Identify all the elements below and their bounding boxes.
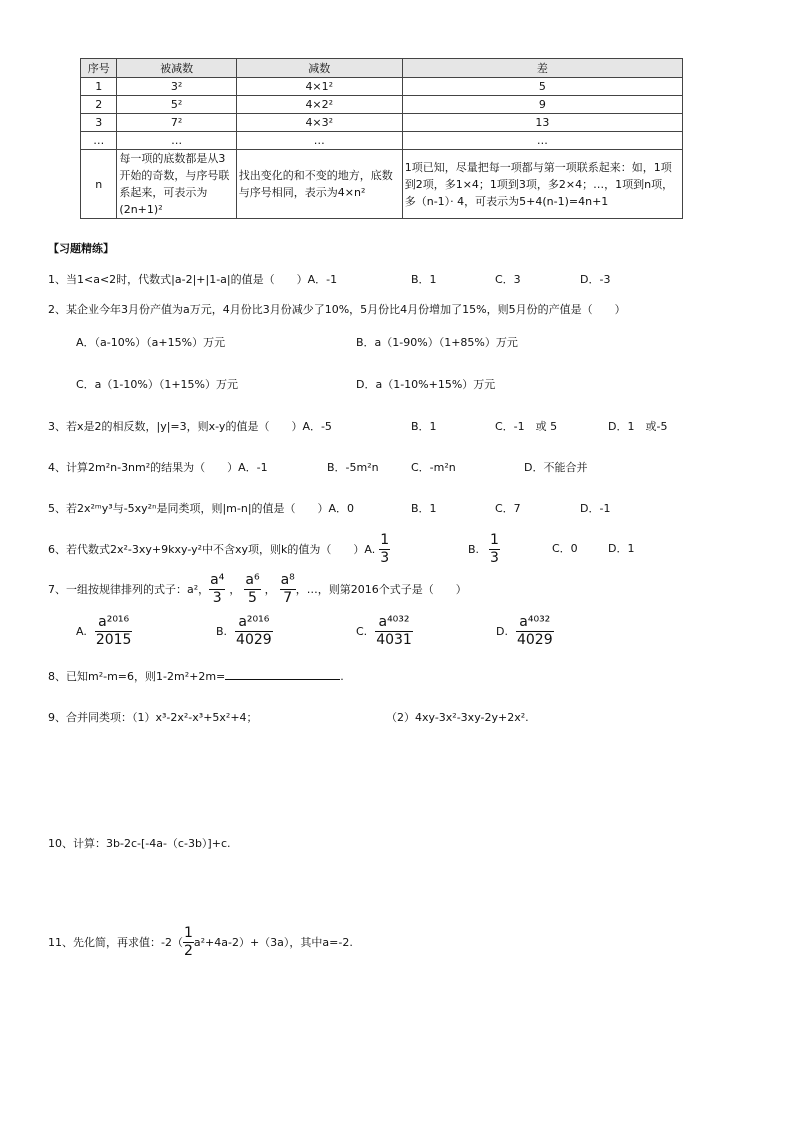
question-7-lead: 7、一组按规律排列的式子：a²，: [48, 583, 210, 596]
question-6-option-a-fraction: [379, 533, 390, 565]
question-6-option-d: D．1: [608, 542, 635, 555]
fraction-numerator: 1: [183, 924, 193, 941]
fraction-denominator: 4031: [376, 631, 412, 648]
fraction-denominator: 2015: [95, 631, 132, 648]
table-row: [81, 132, 683, 150]
table-row: [81, 96, 683, 114]
question-3-option-b: B．1: [411, 420, 437, 433]
question-2-option-b: B．a（1-90%）（1+85%）万元: [356, 336, 518, 349]
cell-subtrahend: 4×3²: [236, 114, 402, 132]
term-fraction: [280, 573, 296, 605]
cell-index: 2: [81, 96, 117, 114]
question-9-part-1: 9、合并同类项：（1）x³-2x²-x³+5x²+4；: [48, 711, 258, 724]
fraction-numerator: a²⁰¹⁶: [98, 613, 130, 630]
option-fraction: [95, 615, 133, 647]
question-6-option-b-fraction: [489, 533, 500, 565]
question-6-option-b: [468, 532, 500, 566]
separator: ，: [229, 583, 241, 596]
fraction-numerator: 1: [380, 531, 390, 548]
half-fraction: [183, 926, 194, 958]
section-title: 【习题精练】: [48, 242, 114, 255]
cell-minuend: 7²: [117, 114, 236, 132]
fraction-denominator: 4029: [516, 631, 553, 648]
header-subtrahend: 减数: [236, 59, 402, 78]
question-4-stem: 4、计算2m²n-3nm²的结果为（ ）A．-1: [48, 461, 268, 474]
header-minuend: 被减数: [117, 59, 236, 78]
question-11-lead: 11、先化简，再求值：-2（: [48, 936, 183, 949]
cell-minuend: 5²: [117, 96, 236, 114]
header-index: 序号: [81, 59, 117, 78]
table-row: [81, 114, 683, 132]
separator: ，: [264, 583, 276, 596]
cell-subtrahend-desc: 找出变化的和不变的地方，底数与序号相同，表示为4×n²: [236, 150, 402, 219]
cell-index: n: [81, 150, 117, 219]
fraction-numerator: a⁴⁰³²: [378, 613, 410, 630]
question-6: [48, 532, 390, 566]
cell-subtrahend: 4×1²: [236, 78, 402, 96]
question-7-tail: ，…，则第2016个式子是（ ）: [295, 583, 467, 596]
question-7-option-d: [496, 610, 554, 652]
fraction-numerator: a⁶: [245, 571, 260, 588]
question-2-option-c: C．a（1-10%）（1+15%）万元: [76, 378, 239, 391]
question-1-option-c: C．3: [495, 273, 521, 286]
fraction-numerator: a²⁰¹⁶: [238, 613, 270, 630]
cell-index: 1: [81, 78, 117, 96]
question-11-rest: a²+4a-2）+（3a），其中a=-2.: [193, 936, 353, 949]
fraction-denominator: 7: [283, 589, 293, 606]
cell-index: 3: [81, 114, 117, 132]
question-5-option-c: C．7: [495, 502, 521, 515]
fraction-numerator: a⁴⁰³²: [519, 613, 551, 630]
fraction-denominator: 2: [183, 942, 193, 959]
option-label: A.: [76, 624, 87, 638]
question-2-stem: 2、某企业今年3月份产值为a万元，4月份比3月份减少了10%，5月份比4月份增加了15%，则5月份的产值是（ ）: [48, 303, 626, 316]
question-4-option-b: B．-5m²n: [327, 461, 379, 474]
option-label: D.: [496, 624, 508, 638]
pattern-table: [80, 58, 683, 219]
question-5-stem: 5、若2x²ᵐy³与-5xy²ⁿ是同类项，则|m-n|的值是（ ）A．0: [48, 502, 355, 515]
fraction-denominator: 3: [380, 549, 390, 566]
question-7-stem: [48, 568, 467, 610]
cell-difference: 9: [402, 96, 682, 114]
question-3-option-c: C．-1 或 5: [495, 420, 558, 433]
answer-blank[interactable]: [225, 669, 340, 680]
cell-difference: 5: [402, 78, 682, 96]
fraction-denominator: 5: [248, 589, 257, 606]
term-fraction: [209, 573, 225, 605]
fraction-denominator: 3: [212, 589, 222, 606]
cell-difference: …: [402, 132, 682, 150]
question-3-stem: 3、若x是2的相反数，|y|=3，则x-y的值是（ ）A．-5: [48, 420, 332, 433]
table-header-row: [81, 59, 683, 78]
cell-difference-desc: 1项已知，尽量把每一项都与第一项联系起来：如，1项到2项，多1×4；1项到3项，多2×4；…，1项到n项，多（n-1）· 4，可表示为5+4(n-1)=4n+1: [402, 150, 682, 219]
fraction-numerator: a⁴: [210, 571, 225, 588]
fraction-denominator: 4029: [236, 631, 272, 648]
question-7-option-b: [216, 610, 273, 652]
option-label: B.: [216, 624, 228, 638]
option-fraction: [516, 615, 554, 647]
question-8: [48, 668, 344, 684]
question-5-option-b: B．1: [411, 502, 437, 515]
question-4-option-d: D．不能合并: [524, 461, 588, 474]
term-fraction: [244, 573, 260, 605]
fraction-numerator: a⁸: [280, 571, 295, 588]
question-5-option-d: D．-1: [580, 502, 611, 515]
cell-index: …: [81, 132, 117, 150]
cell-subtrahend: 4×2²: [236, 96, 402, 114]
question-1-option-d: D．-3: [580, 273, 611, 286]
question-8-end: .: [340, 670, 344, 683]
option-label: B.: [468, 542, 480, 556]
question-7-option-c: [356, 610, 413, 652]
question-3-option-d: D．1 或-5: [608, 420, 668, 433]
cell-minuend: …: [117, 132, 236, 150]
question-4-option-c: C．-m²n: [411, 461, 456, 474]
question-7-option-a: [76, 610, 132, 652]
question-2-option-a: A．（a-10%）（a+15%）万元: [76, 336, 226, 349]
question-11: [48, 924, 353, 960]
cell-minuend-desc: 每一项的底数都是从3开始的奇数，与序号联系起来，可表示为 (2n+1)²: [117, 150, 236, 219]
option-label: C.: [356, 624, 368, 638]
question-1-stem: 1、当1<a<2时，代数式|a-2|+|1-a|的值是（ ）A．-1: [48, 273, 338, 286]
question-9-part-2: （2）4xy-3x²-3xy-2y+2x².: [386, 711, 529, 724]
cell-minuend: 3²: [117, 78, 236, 96]
header-difference: 差: [402, 59, 682, 78]
table-row-n: [81, 150, 683, 219]
question-10-stem: 10、计算：3b-2c-[-4a-（c-3b）]+c.: [48, 837, 231, 850]
cell-subtrahend: …: [236, 132, 402, 150]
question-6-stem: 6、若代数式2x²-3xy+9kxy-y²中不含xy项，则k的值为（ ）A.: [48, 543, 376, 556]
option-fraction: [375, 615, 413, 647]
fraction-denominator: 3: [490, 549, 499, 566]
question-1-option-b: B．1: [411, 273, 437, 286]
question-2-option-d: D．a（1-10%+15%）万元: [356, 378, 496, 391]
option-fraction: [235, 615, 273, 647]
question-6-option-c: C．0: [552, 542, 578, 555]
fraction-numerator: 1: [490, 531, 499, 548]
cell-difference: 13: [402, 114, 682, 132]
question-8-stem: 8、已知m²-m=6，则1-2m²+2m=: [48, 670, 226, 683]
table-row: [81, 78, 683, 96]
